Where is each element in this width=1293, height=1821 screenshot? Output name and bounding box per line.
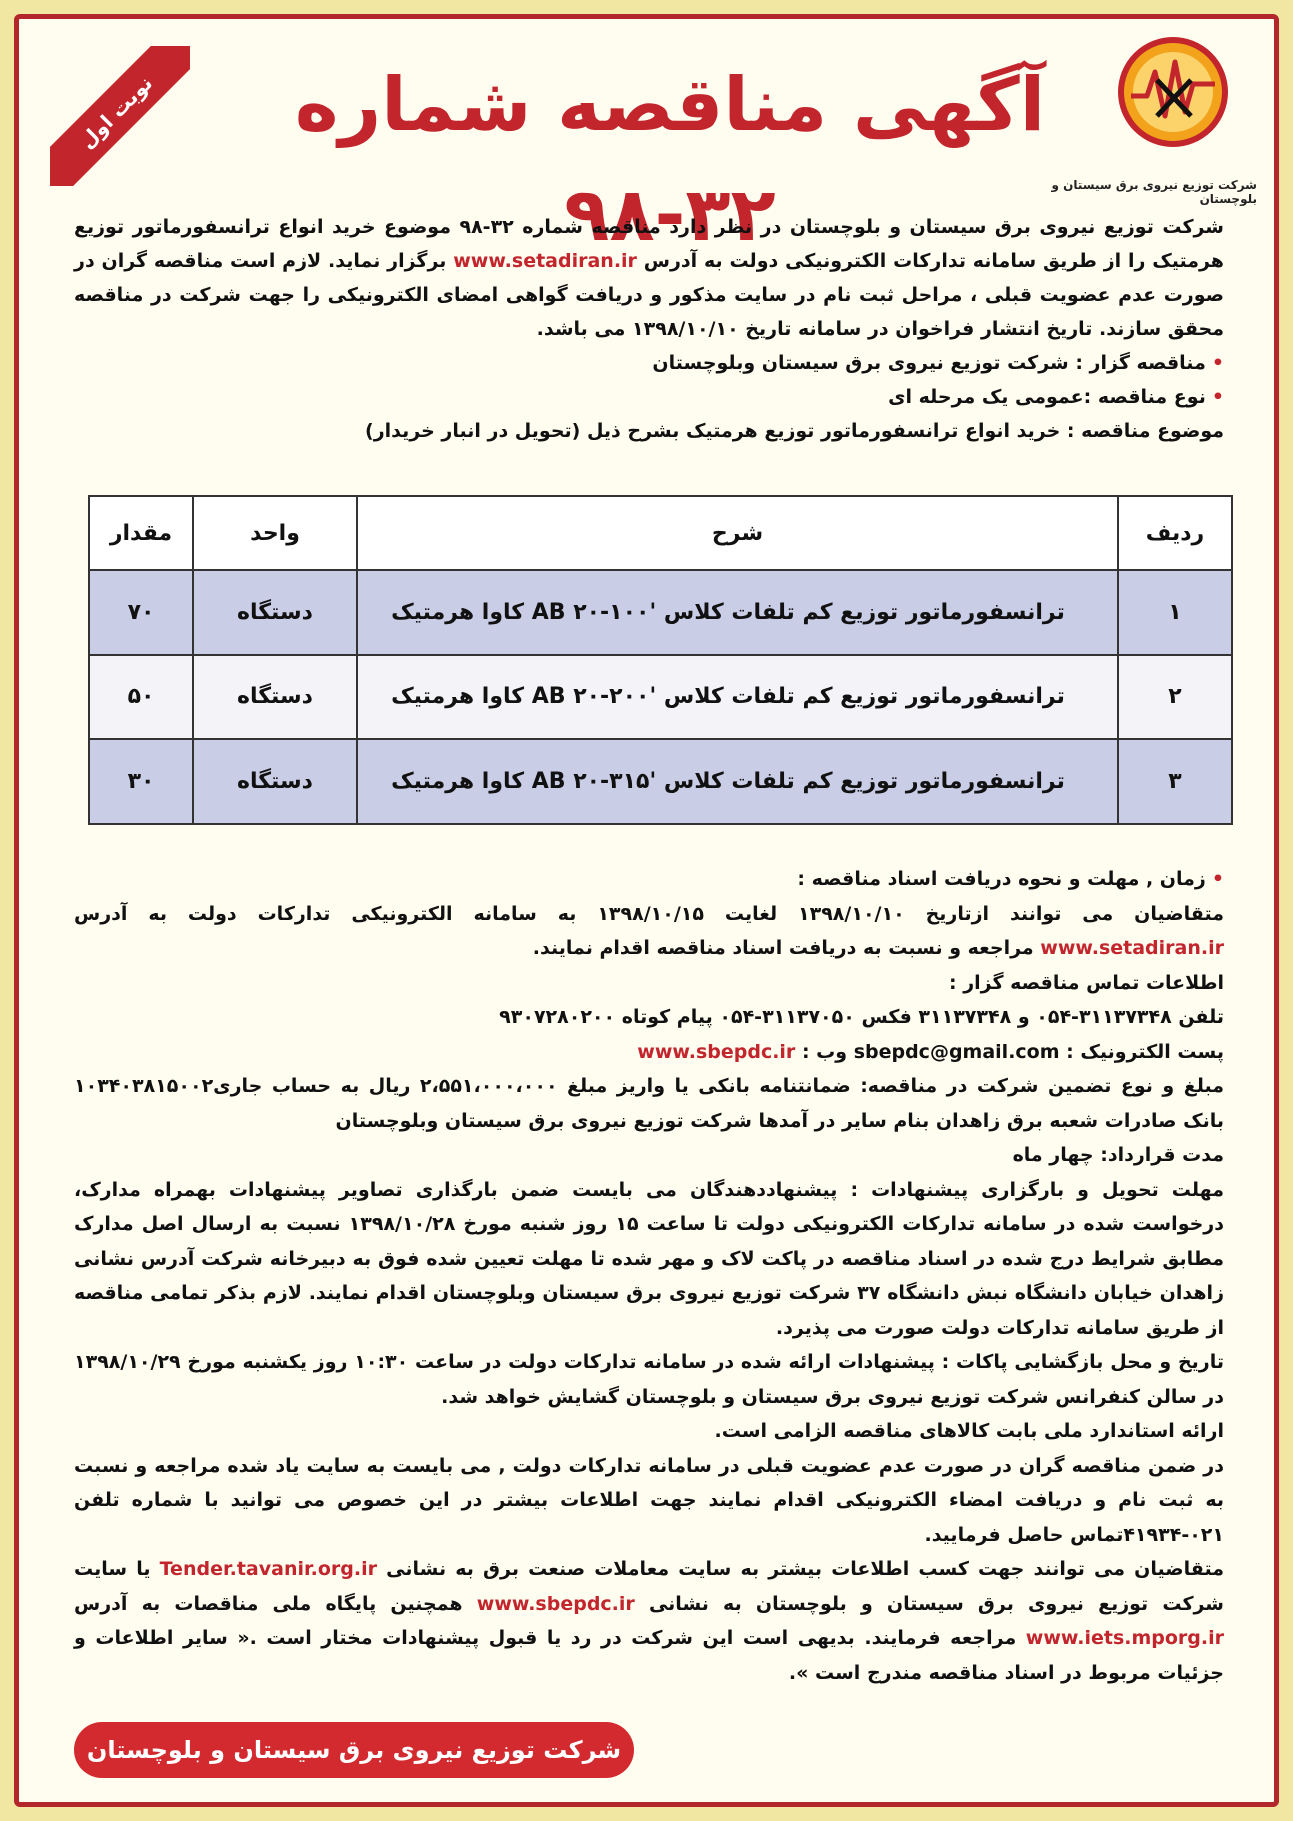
items-table xyxy=(88,495,1233,825)
email-address[interactable]: sbepdc@gmail.com xyxy=(853,1040,1060,1063)
col-desc: شرح xyxy=(357,496,1118,570)
table-row xyxy=(89,570,1232,655)
email-label: پست الکترونیک : xyxy=(1066,1040,1224,1063)
table-header-row xyxy=(89,496,1232,570)
cell-row: ۳ xyxy=(1118,739,1232,824)
setadiran-link[interactable]: www.setadiran.ir xyxy=(453,250,637,272)
more-text-a: متقاضیان می توانند جهت کسب اطلاعات بیشتر به سایت معاملات صنعت برق به نشانی xyxy=(386,1558,1224,1580)
col-row: ردیف xyxy=(1118,496,1232,570)
footer-banner: شرکت توزیع نیروی برق سیستان و بلوچستان xyxy=(74,1722,634,1778)
more-text-b: یا سایت شرکت توزیع نیروی برق سیستان و بلوچستان به نشانی xyxy=(74,1558,1224,1615)
page-title: آگهی مناقصه شماره ۳۲-۹۸ xyxy=(294,62,1046,258)
tenderer-line: • مناقصه گزار : شرکت توزیع نیروی برق سیستان وبلوچستان xyxy=(74,346,1224,380)
time-text: متقاضیان می توانند ازتاریخ ۱۳۹۸/۱۰/۱۰ لغایت ۱۳۹۸/۱۰/۱۵ به سامانه الکترونیکی تدارکات دولت به آدرس xyxy=(74,902,1224,925)
cell-qty: ۳۰ xyxy=(89,739,193,824)
guarantee-text: مبلغ و نوع تضمین شرکت در مناقصه: ضمانتنامه بانکی یا واریز مبلغ ۲،۵۵۱،۰۰۰،۰۰۰ ریال به حساب جاری۱۰۳۴۰۳۸۱۵۰۰۲ بانک صادرات شعبه برق زاهدان بنام سایر در آمدها شرکت توزیع نیروی برق سیستان وبلوچستان xyxy=(74,1075,1224,1132)
details-section xyxy=(74,862,1224,1690)
time-paragraph xyxy=(74,897,1224,966)
register-text: در ضمن مناقصه گران در صورت عدم عضویت قبلی در سامانه تدارکات دولت , می بایست به سایت یاد شده مراجعه و نسبت به ثبت نام و دریافت امضاء الکترونیکی اقدام نمایند جهت اطلاعات بیشتر در این خصوص می توانید با شماره تلفن ۰۲۱-۴۱۹۳۴تماس حاصل فرمایید. xyxy=(74,1454,1224,1546)
time-text-b: مراجعه و نسبت به دریافت اسناد مناقصه اقدام نمایند. xyxy=(532,937,1034,959)
duration-text: مدت قرارداد: چهار ماه xyxy=(1012,1144,1224,1166)
table-row xyxy=(89,655,1232,740)
cell-row: ۲ xyxy=(1118,655,1232,740)
sbepdc-link-2[interactable]: www.sbepdc.ir xyxy=(476,1592,635,1615)
col-unit: واحد xyxy=(193,496,357,570)
more-text-c: همچنین پایگاه ملی مناقصات به آدرس xyxy=(74,1592,463,1615)
more-info-paragraph xyxy=(74,1552,1224,1690)
contact-phone: تلفن ۳۱۱۳۷۳۴۸-۰۵۴ و ۳۱۱۳۷۳۴۸ فکس ۳۱۱۳۷۰۵۰-۰۵۴ پیام کوتاه ۹۳۰۷۲۸۰۲۰۰ xyxy=(499,1006,1224,1028)
iets-link[interactable]: www.iets.mporg.ir xyxy=(1025,1627,1224,1649)
cell-qty: ۷۰ xyxy=(89,570,193,655)
web-label: وب : xyxy=(801,1040,848,1063)
cell-unit: دستگاه xyxy=(193,570,357,655)
tender-type-line: • نوع مناقصه :عمومی یک مرحله ای xyxy=(74,380,1224,414)
cell-desc: ترانسفورماتور توزیع کم تلفات کلاس 'AB ۲۰-۲۰۰ کاوا هرمتیک xyxy=(357,655,1118,740)
intro-text-a: شرکت توزیع نیروی برق سیستان و بلوچستان در نظر دارد مناقصه شماره ۳۲-۹۸ موضوع خرید انواع ترانسفورماتور توزیع هرمتیک را از طریق سامانه تدارکات الکترونیکی دولت به آدرس xyxy=(74,216,1224,272)
setadiran-link-2[interactable]: www.setadiran.ir xyxy=(1040,937,1224,959)
cell-unit: دستگاه xyxy=(193,655,357,740)
contact-heading: اطلاعات تماس مناقصه گزار : xyxy=(949,971,1224,994)
sbepdc-link[interactable]: www.sbepdc.ir xyxy=(637,1040,796,1063)
subject-line: موضوع مناقصه : خرید انواع ترانسفورماتور توزیع هرمتیک بشرح ذیل (تحویل در انبار خریدار) xyxy=(365,420,1224,442)
col-qty: مقدار xyxy=(89,496,193,570)
ribbon-label: نوبت اول xyxy=(50,46,190,186)
company-logo-icon xyxy=(1113,32,1233,152)
email-line xyxy=(74,1035,1224,1070)
intro-section xyxy=(74,210,1224,448)
intro-paragraph xyxy=(74,210,1224,346)
standard-text: ارائه استاندارد ملی بابت کالاهای مناقصه الزامی است. xyxy=(714,1420,1224,1442)
intro-text-b: برگزار نماید. لازم است مناقصه گران در صورت عدم عضویت قبلی ، مراحل ثبت نام در سایت مذکور و دریافت گواهی امضای الکترونیکی را جهت شرکت در مناقصه محقق سازند. تاریخ انتشار فراخوان در سامانه تاریخ ۱۳۹۸/۱۰/۱۰ می باشد. xyxy=(74,250,1224,340)
cell-desc: ترانسفورماتور توزیع کم تلفات کلاس 'AB ۲۰-۳۱۵ کاوا هرمتیک xyxy=(357,739,1118,824)
delivery-text: مهلت تحویل و بارگزاری پیشنهادات : پیشنهاددهندگان می بایست ضمن بارگذاری تصاویر پیشنهادات بهمراه مدارک، درخواست شده در سامانه تدارکات الکترونیکی دولت تا ساعت ۱۵ روز شنبه مورخ ۱۳۹۸/۱۰/۲۸ نسبت به ارسال اصل مدارک مطابق شرایط درج شده در اسناد مناقصه در پاکت لاک و مهر شده تا مهلت تعیین شده فوق به دبیرخانه شرکت آدرس نشانی زاهدان خیابان دانشگاه نبش دانشگاه ۳۷ شرکت توزیع نیروی برق سیستان وبلوچستان اقدام نمایند. لازم بذکر تمامی مناقصه از طریق سامانه تدارکات دولت صورت می پذیرد. xyxy=(74,1178,1225,1339)
tavanir-link[interactable]: Tender.tavanir.org.ir xyxy=(159,1558,377,1580)
cell-desc: ترانسفورماتور توزیع کم تلفات کلاس 'AB ۲۰-۱۰۰ کاوا هرمتیک xyxy=(357,570,1118,655)
table-row xyxy=(89,739,1232,824)
cell-row: ۱ xyxy=(1118,570,1232,655)
opening-text: تاریخ و محل بازگشایی پاکات : پیشنهادات ارائه شده در سامانه تدارکات دولت در ساعت ۱۰:۳۰ روز یکشنبه مورخ ۱۳۹۸/۱۰/۲۹ در سالن کنفرانس شرکت توزیع نیروی برق سیستان و بلوچستان گشایش خواهد شد. xyxy=(74,1351,1224,1408)
cell-unit: دستگاه xyxy=(193,739,357,824)
logo-caption: شرکت توزیع نیروی برق سیستان و بلوچستان xyxy=(1051,178,1257,206)
more-text-d: مراجعه فرمایند. بدیهی است این شرکت در رد یا قبول پیشنهادات مختار است .« سایر اطلاعات و جزئیات مربوط در اسناد مناقصه مندرج است ». xyxy=(74,1627,1224,1684)
corner-ribbon xyxy=(50,46,190,186)
time-heading: • زمان , مهلت و نحوه دریافت اسناد مناقصه : xyxy=(74,862,1224,897)
cell-qty: ۵۰ xyxy=(89,655,193,740)
